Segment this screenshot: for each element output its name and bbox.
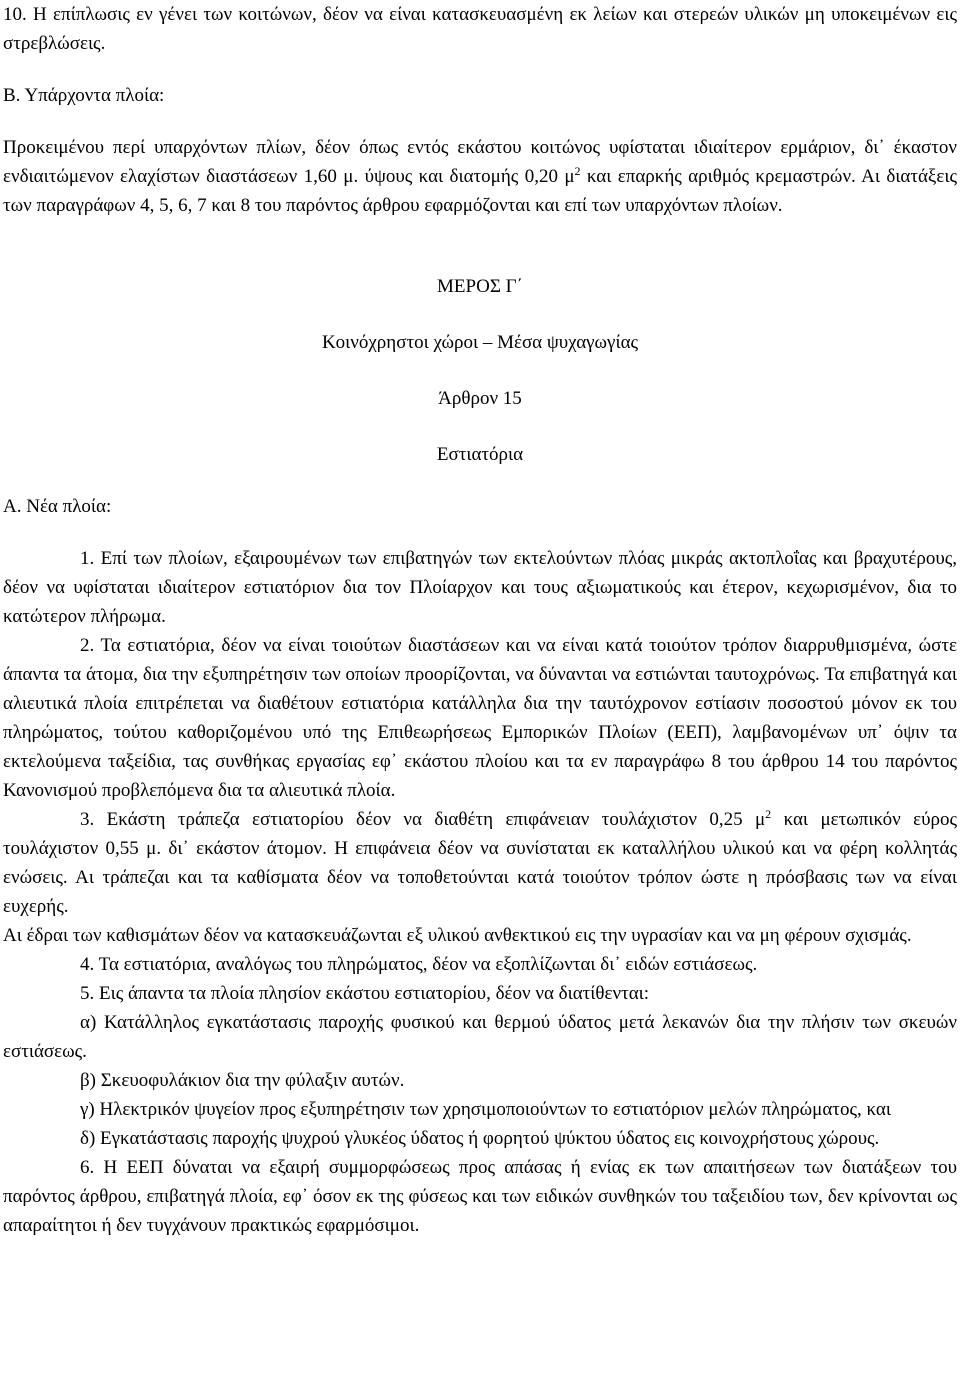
- part-subtitle: Κοινόχρηστοι χώροι – Μέσα ψυχαγωγίας: [321, 332, 639, 353]
- item-6: 6. Η ΕΕΠ δύναται να εξαιρή συμμορφώσεως προς απάσας ή ενίας εκ των απαιτήσεων των διατάξεων του παρόντος άρθρου, επιβατηγά πλοία, εφ᾽ όσον εκ της φύσεως και των ειδικών συνθηκών του ταξειδίου των, δεν κρίνονται ως απαραίτητοι ή δεν τυγχάνουν πρακτικώς εφαρμόσιμοι.: [3, 1157, 957, 1236]
- item-3-superscript: 2: [765, 807, 772, 821]
- item-5: 5. Εις άπαντα τα πλοία πλησίον εκάστου εστιατορίου, δέον να διατίθενται:: [80, 983, 650, 1004]
- item-3-continuation: Αι έδραι των καθισμάτων δέον να κατασκευάζωνται εξ υλικού ανθεκτικού εις την υγρασίαν και να μη φέρουν σχισμάς.: [3, 925, 912, 946]
- article-title: Εστιατόρια: [436, 444, 524, 465]
- item-5c: γ) Ηλεκτρικόν ψυγείον προς εξυπηρέτησιν των χρησιμοποιούντων το εστιατόριον μελών πληρώματος, και: [80, 1099, 891, 1120]
- item-5d: δ) Εγκατάστασις παροχής ψυχρού γλυκέος ύδατος ή φορητού ψύκτου ύδατος εις κοινοχρήστους χώρους.: [80, 1128, 880, 1149]
- item-1: 1. Επί των πλοίων, εξαιρουμένων των επιβατηγών των εκτελούντων πλόας μικράς ακτοπλοΐας και βραχυτέρους, δέον να υφίσταται ιδιαίτερον εστιατόριον δια τον Πλοίαρχον και τους αξιωματικούς και έτερον, κεχωρισμένον, δια το κατώτερον πλήρωμα.: [3, 548, 957, 627]
- item-3-part1: 3. Εκάστη τράπεζα εστιατορίου δέον να διαθέτη επιφάνειαν τουλάχιστον 0,25 μ: [80, 809, 766, 830]
- section-b-heading: Β. Υπάρχοντα πλοία:: [3, 85, 165, 106]
- paragraph-10: 10. Η επίπλωσις εν γένει των κοιτώνων, δέον να είναι κατασκευασμένη εκ λείων και στερεών υλικών μη υποκειμένων εις στρεβλώσεις.: [3, 4, 957, 54]
- article-number: Άρθρον 15: [438, 388, 522, 409]
- section-b-text-part2: και επαρκής αριθμός κρεμαστρών. Αι διατάξεις των παραγράφων 4, 5, 6, 7 και 8 του παρόντος άρθρου εφαρμόζονται και επί των υπαρχόντων πλοίων.: [3, 166, 958, 216]
- section-b-superscript: 2: [574, 164, 581, 178]
- item-3-part2: και μετωπικόν εύρος τουλάχιστον 0,55 μ. δι᾽ εκάστον άτομον. Η επιφάνεια δέον να συνίσταται εκ καταλλήλου υλικού και να φέρη κολλητάς ενώσεις. Αι τράπεζαι και τα καθίσματα δέον να τοποθετούνται κατά τοιούτον τρόπον ώστε η πρόσβασις των να είναι ευχερής.: [3, 809, 957, 917]
- item-5a: α) Κατάλληλος εγκατάστασις παροχής φυσικού και θερμού ύδατος μετά λεκανών δια την πλήσιν των σκευών εστιάσεως.: [3, 1012, 957, 1062]
- item-2: 2. Τα εστιατόρια, δέον να είναι τοιούτων διαστάσεων και να είναι κατά τοιούτον τρόπον διαρρυθμισμένα, ώστε άπαντα τα άτομα, δια την εξυπηρέτησιν των οποίων προορίζονται, να δύνανται να εστιώνται ταυτοχρόνως. Τα επιβατηγά και αλιευτικά πλοία επιτρέπεται να διαθέτουν εστιατόρια κατάλληλα δια την ταυτόχρονον εστίασιν ποσοστού μόνον εκ του πληρώματος, τούτου καθοριζομένου υπό της Επιθεωρήσεως Εμπορικών Πλοίων (ΕΕΠ), λαμβανομένων υπ᾽ όψιν τα εκτελούμενα ταξείδια, τας συνθήκας εργασίας εφ᾽ εκάστου πλοίου και τα εν παραγράφω 8 του άρθρου 14 του παρόντος Κανονισμού προβλεπόμενα δια τα αλιευτικά πλοία.: [3, 635, 957, 801]
- item-3: [3, 805, 957, 921]
- item-5b: β) Σκευοφυλάκιον δια την φύλαξιν αυτών.: [80, 1070, 405, 1091]
- section-a-heading: Α. Νέα πλοία:: [3, 496, 112, 517]
- part-heading: ΜΕΡΟΣ Γ΄: [437, 276, 523, 297]
- section-b-text-part1: Προκειμένου περί υπαρχόντων πλίων, δέον όπως εντός εκάστου κοιτώνος υφίσταται ιδιαίτερον ερμάριον, δι᾽ έκαστον ενδιαιτώμενον ελαχίστων διαστάσεων 1,60 μ. ύψους και διατομής 0,20 μ: [3, 137, 957, 187]
- section-b-text: [3, 133, 957, 220]
- item-4: 4. Τα εστιατόρια, αναλόγως του πληρώματος, δέον να εξοπλίζωνται δι᾽ ειδών εστιάσεως.: [80, 954, 758, 975]
